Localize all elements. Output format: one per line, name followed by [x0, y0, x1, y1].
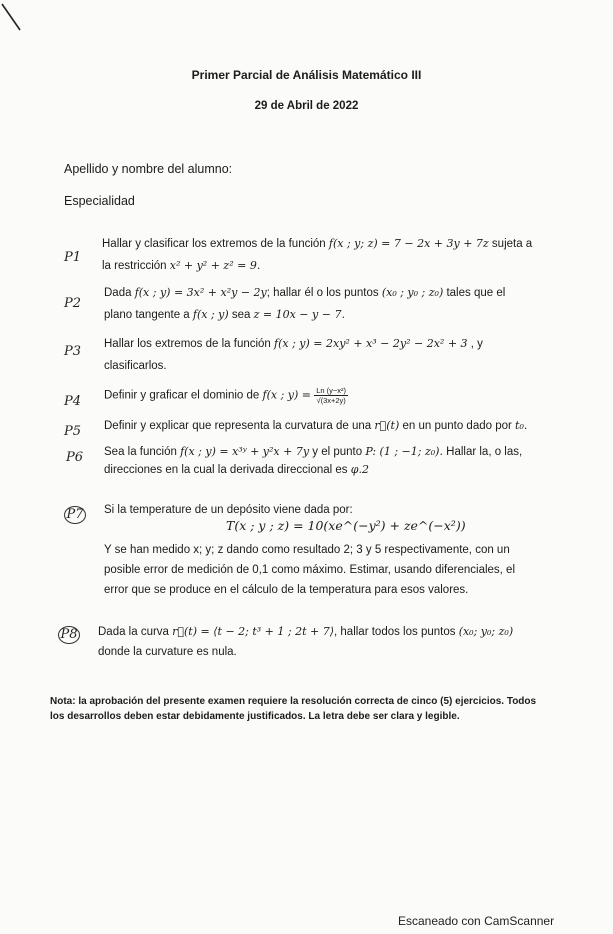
- exercise-line: [104, 418, 527, 434]
- text: Si la temperature de un depósito viene dada por:: [104, 504, 353, 516]
- exercise-line: [104, 307, 345, 323]
- exercise-mark: P7: [64, 506, 86, 524]
- exercise-line: [104, 386, 348, 405]
- exam-note: Nota: la aprobación del presente examen requiere la resolución correcta de cinco (5) ejercicios. Todos los desarrollos deben estar debidamente justificados. La letra debe ser clara y legible.: [50, 696, 537, 722]
- math: f(x ; y) = x³ʸ + y²x + 7y: [180, 445, 310, 458]
- text: sujeta a: [488, 238, 533, 250]
- math: f(x ; y; z) = 7 − 2x + 3y + 7z: [328, 237, 489, 250]
- pen-stroke-mark: [0, 2, 26, 36]
- exercise-mark: P8: [58, 626, 80, 644]
- fraction: [314, 386, 348, 405]
- text: plano tangente a: [104, 309, 193, 321]
- exercise-line: [104, 358, 167, 374]
- text: ; hallar él o los puntos: [266, 287, 382, 299]
- temperature-formula: T(x ; y ; z) = 10(xe^(−y²) + ze^(−x²)): [226, 518, 466, 533]
- exercise-line: [104, 502, 353, 518]
- exercise-mark: P2: [64, 296, 82, 311]
- specialty-label: Especialidad: [64, 194, 135, 208]
- math: φ.2: [350, 463, 369, 476]
- exercise-line: Y se han medido x; y; z dando como resultado 2; 3 y 5 respectivamente, con un: [104, 544, 510, 556]
- text: en un punto dado por: [399, 420, 516, 432]
- student-name-label: Apellido y nombre del alumno:: [64, 162, 233, 176]
- exercise-line: [102, 258, 260, 274]
- text: Definir y explicar que representa la curvatura de una: [104, 420, 375, 432]
- text: Hallar y clasificar los extremos de la función: [102, 238, 329, 250]
- exercise-line: [104, 444, 522, 460]
- text: Hallar los extremos de la función: [104, 338, 275, 350]
- math: f(x ; y): [192, 308, 229, 321]
- math: f(x ; y) =: [262, 388, 312, 402]
- exercise-line: [104, 336, 483, 352]
- exam-title: Primer Parcial de Análisis Matemático III: [191, 68, 422, 82]
- math: f(x ; y) = 3x² + x²y − 2y: [134, 286, 267, 299]
- text: , hallar todos los puntos: [334, 626, 459, 638]
- fraction-denominator: √(3x+2y): [316, 396, 346, 405]
- exam-date: 29 de Abril de 2022: [254, 100, 359, 112]
- text: Hallar la, o las,: [442, 446, 523, 458]
- text: y el punto: [309, 446, 366, 458]
- exercise-mark: P1: [64, 250, 82, 265]
- math: r⃗(t) = ⟨t − 2; t³ + 1 ; 2t + 7⟩: [172, 625, 335, 638]
- math: (x₀; y₀; z₀): [458, 625, 514, 638]
- text: direcciones en la cual la derivada direccional es: [104, 464, 351, 476]
- exercise-line: [104, 285, 505, 301]
- exercise-line: posible error de medición de 0,1 como máximo. Estimar, usando diferenciales, el: [104, 564, 516, 576]
- text: Sea la función: [104, 446, 181, 458]
- math: P: (1 ; −1; z₀).: [365, 445, 443, 458]
- math: z = 10x − y − 7.: [253, 308, 345, 321]
- exercise-line: donde la curvature es nula.: [98, 646, 237, 658]
- exercise-line: [102, 236, 532, 252]
- exercise-line: error que se produce en el cálculo de la temperatura para esos valores.: [104, 584, 469, 596]
- exercise-line: [104, 462, 369, 478]
- text: clasificarlos.: [104, 360, 167, 372]
- text: la restricción: [102, 260, 170, 272]
- fraction-numerator: Ln (y−x²): [316, 386, 347, 395]
- math: t₀.: [515, 419, 528, 432]
- math: (x₀ ; y₀ ; z₀): [381, 286, 444, 299]
- math: r⃗(t): [374, 419, 400, 432]
- exercise-line: [98, 624, 513, 640]
- scanner-watermark: Escaneado con CamScanner: [398, 914, 555, 928]
- text: Dada la curva: [98, 626, 173, 638]
- text: Dada: [104, 287, 135, 299]
- exercise-mark: P5: [64, 424, 82, 439]
- math: f(x ; y) = 2xy² + x³ − 2y² − 2x² + 3: [274, 337, 468, 350]
- exercise-mark: P4: [64, 394, 82, 409]
- text: , y: [467, 338, 483, 350]
- exercise-mark: P6: [66, 450, 84, 465]
- text: tales que el: [443, 287, 506, 299]
- text: Definir y graficar el dominio de: [104, 389, 263, 402]
- math: x² + y² + z² = 9.: [169, 259, 261, 272]
- exercise-mark: P3: [64, 344, 82, 359]
- text: sea: [228, 309, 254, 321]
